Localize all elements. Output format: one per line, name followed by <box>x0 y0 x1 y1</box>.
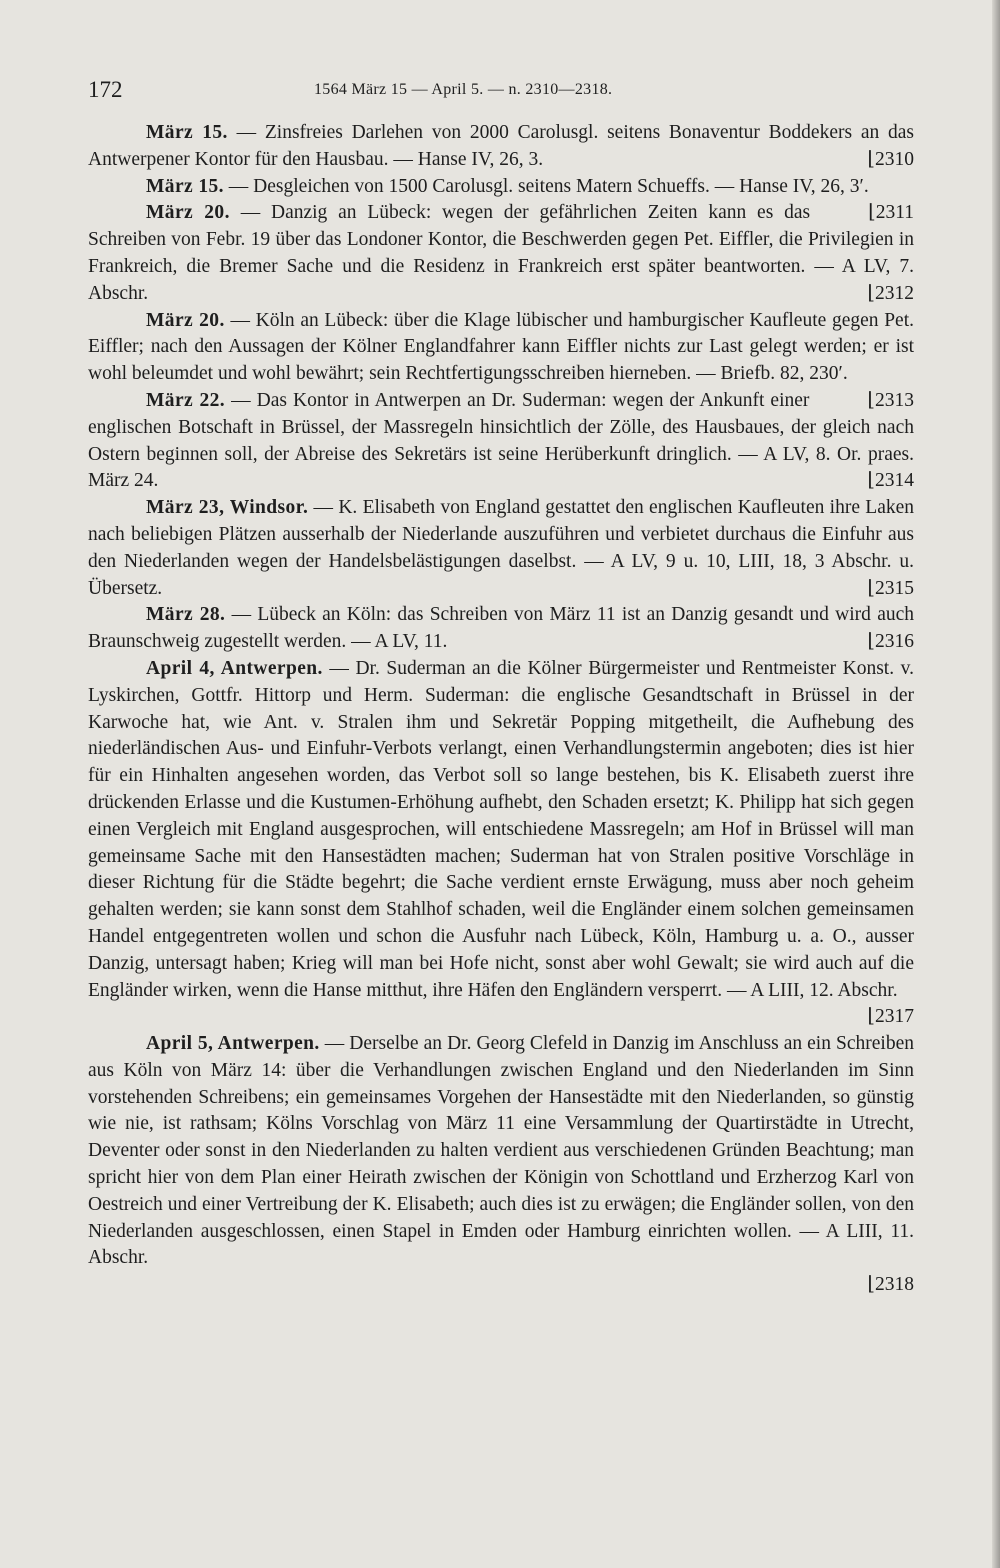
entry-date: März 15. <box>146 175 224 197</box>
entry-date: März 20. <box>146 309 225 331</box>
entry-text: — Das Kontor in Antwerpen an Dr. Suderman: wegen der Ankunft einer englischen Botschaft in Brüssel, der Massregeln hinsichtlich der Zölle, des Hausbaues, der gleich nach Ostern beginnen soll, der Abreise des Sekretärs ist seine Herüberkunft dringlich. — A LV, 8. Or. praes. März 24. <box>88 389 914 492</box>
page-number: 172 <box>88 77 123 102</box>
entry-date: März 22. <box>146 389 226 411</box>
page-header <box>88 74 914 106</box>
entry-2316 <box>88 602 914 656</box>
page-edge-shadow <box>992 0 1000 1568</box>
entry-2317 <box>88 656 914 1031</box>
entry-text: — Köln an Lübeck: über die Klage lübischer und hamburgischer Kaufleute gegen Pet. Eiffler; nach den Aussagen der Kölner Englandfahrer kann Eiffler nichts zur Last gelegt werden; er ist wohl beleumdet und wohl bewährt; sein Rechtfertigungsschreiben hierneben. — Briefb. 82, 230′. <box>88 309 915 385</box>
entry-date: März 23, Windsor. <box>146 497 309 519</box>
entry-number: ⌊2314 <box>867 470 914 492</box>
entry-date: März 28. <box>146 604 226 626</box>
entry-2318 <box>88 1031 914 1299</box>
entry-number: ⌊2315 <box>867 577 914 599</box>
entry-date: März 20. <box>146 202 230 224</box>
entry-date: April 5, Antwerpen. <box>146 1033 320 1055</box>
regesten-text <box>88 120 914 1299</box>
entry-number: ⌊2312 <box>867 282 914 304</box>
entry-text: — Dr. Suderman an die Kölner Bürgermeister und Rentmeister Konst. v. Lyskirchen, Gottfr. Hittorp und Herm. Suderman: die englische Gesandtschaft in Brüssel in der Karwoche hat, wie Ant. v. Stralen ihm und Sekretär Popping mitgetheilt, die Aufhebung des niederländischen Aus- und Einfuhr-Verbots verlangt, einen Verhandlungstermin angeboten; dies ist hier für ein Hinhalten angesehen worden, das Verbot soll so lange bestehen, bis K. Elisabeth zuerst ihre drückenden Erlasse und die Kustumen-Erhöhung aufhebt, den Schaden ersetzt; K. Philipp hat sich gegen einen Vergleich mit England ausgesprochen, will entschiedene Massregeln; am Hof in Brüssel will man gemeinsame Sache mit den Hansestädten machen; Suderman hat von Stralen positive Vorschläge in dieser Richtung für die Städte begehrt; die Sache verdient ernste Erwägung, muss aber noch geheim gehalten werden; sie kann sonst dem Stahlhof schaden, weil die Engländer einem solchen gemeinsamen Handel entgegentreten wollen und schon die Ausfuhr nach Lübeck, Köln, Hamburg u. a. O., ausser Danzig, untersagt haben; Krieg will man bei Hofe nicht, sonst aber wohl Gewalt; sie wird auch auf die Engländer wirken, wenn die Hanse mitthut, ihre Häfen den Engländern versperrt. — A LIII, 12. Abschr. <box>88 657 915 1001</box>
entry-number: ⌊2313 <box>867 389 914 411</box>
entry-number: ⌊2317 <box>867 1006 914 1028</box>
entry-number: ⌊2310 <box>867 148 914 170</box>
entry-text: — Derselbe an Dr. Georg Clefeld in Danzig im Anschluss an ein Schreiben aus Köln von März 14: über die Verhandlungen zwischen England und den Niederlanden im Sinn vorstehenden Schreibens; ein gemeinsames Vorgehen der Hansestädte mit den Niederlanden, so günstig wie nie, ist rathsam; Kölns Vorschlag von März 11 eine Versammlung der Quartirstädte in Utrecht, Deventer oder sonst in den Niederlanden zu halten verdient aus verschiedenen Gründen Beachtung; man spricht hier von dem Plan einer Heirath zwischen der Königin von Schottland und Erzherzog Karl von Oestreich und einer Vertreibung der K. Elisabeth; auch dies ist zu erwägen; die Engländer sollen, von den Niederlanden ausgeschlossen, einen Stapel in Emden oder Hamburg einrichten wollen. — A LIII, 11. Abschr. <box>88 1033 914 1269</box>
entry-2312 <box>88 200 914 307</box>
entry-2314 <box>88 388 914 495</box>
entry-number: ⌊2316 <box>867 631 914 653</box>
entry-date: April 4, Antwerpen. <box>146 657 323 679</box>
entry-text: — K. Elisabeth von England gestattet den englischen Kaufleuten ihre Laken nach beliebigen Plätzen ausserhalb der Niederlande auszuführen und verbietet durchaus die Einfuhr aus den Niederlanden wegen der Handelsbelästigungen daselbst. — A LV, 9 u. 10, LIII, 18, 3 Abschr. u. Übersetz. <box>88 497 915 599</box>
entry-number: ⌊2318 <box>867 1274 914 1296</box>
entry-2315 <box>88 495 914 602</box>
entry-2310 <box>88 120 914 174</box>
entry-text: — Lübeck an Köln: das Schreiben von März 11 ist an Danzig gesandt und wird auch Braunschweig zugestellt werden. — A LV, 11. <box>88 604 914 653</box>
entry-text: — Danzig an Lübeck: wegen der gefährlichen Zeiten kann es das Schreiben von Febr. 19 über das Londoner Kontor, die Beschwerden gegen Pet. Eiffler, die Privilegien in Frankreich, die Bremer Sache und die Residenz in Frankreich erst später beantworten. — A LV, 7. Abschr. <box>88 202 914 304</box>
entry-text: — Zinsfreies Darlehen von 2000 Carolusgl. seitens Bonaventur Boddekers an das Antwerpener Kontor für den Hausbau. — Hanse IV, 26, 3. <box>88 122 915 170</box>
entry-date: März 15. <box>146 122 228 143</box>
running-head: 1564 März 15 — April 5. — n. 2310—2318. <box>314 81 613 98</box>
entry-text: — Desgleichen von 1500 Carolusgl. seitens Matern Schueffs. — Hanse IV, 26, 3′. <box>228 175 869 197</box>
entry-number: ⌊2311 <box>868 202 914 224</box>
